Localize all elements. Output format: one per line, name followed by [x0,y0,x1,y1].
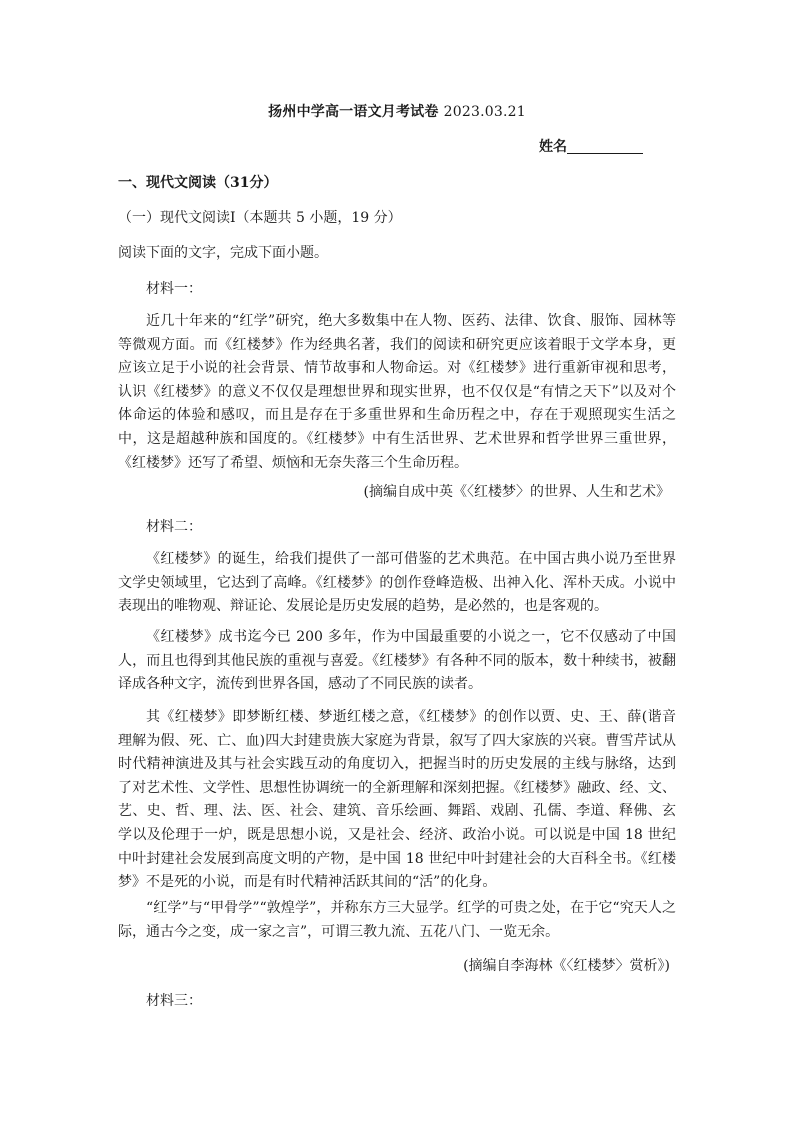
subsection-heading: （一）现代文阅读Ⅰ（本题共 5 小题，19 分） [118,210,402,226]
section-heading: 一、现代文阅读（31分） [118,175,278,191]
material-1-label: 材料一： [146,281,202,297]
reading-instruction: 阅读下面的文字，完成下面小题。 [118,245,328,261]
material-2-paragraph-4: “红学”与“甲骨学”“敦煌学”，并称东方三大显学。红学的可贵之处，在于它“究天人之际，通古今之变，成一家之言”，可谓三教九流、五花八门、一览无余。 [118,900,676,940]
material-1-paragraph: 近几十年来的“红学”研究，绝大多数集中在人物、医药、法律、饮食、服饰、园林等等微观方面。而《红楼梦》作为经典名著，我们的阅读和研究更应该着眼于文学本身，更应该立足于小说的社会背景、情节故事和人物命运。对《红楼梦》进行重新审视和思考，认识《红楼梦》的意义不仅仅是理想世界和现实世界，也不仅仅是“有情之天下”以及对个体命运的体验和感叹，而且是存在于多重世界和生命历程之中，存在于观照现实生活之中，这是超越种族和国度的。《红楼梦》中有生活世界、艺术世界和哲学世界三重世界，《红楼梦》还写了希望、烦恼和无奈失落三个生命历程。 [118,313,676,471]
name-field [539,136,643,156]
exam-title [0,101,794,121]
material-2-paragraph-3: 其《红楼梦》即梦断红楼、梦逝红楼之意，《红楼梦》的创作以贾、史、王、薛(谐音理解为假、死、亡、血)四大封建贵族大家庭为背景，叙写了四大家族的兴衰。曹雪芹试从时代精神演进及其与社会实践互动的角度切入，把握当时的历史发展的主线与脉络，达到了对艺术性、文学性、思想性协调统一的全新理解和深刻把握。《红楼梦》融政、经、文、艺、史、哲、理、法、医、社会、建筑、音乐绘画、舞蹈、戏剧、孔儒、李道、释佛、玄学以及伦理于一炉，既是思想小说，又是社会、经济、政治小说。可以说是中国 18 世纪中叶封建社会发展到高度文明的产物，是中国 18 世纪中叶封建社会的大百科全书。《红楼梦》不是死的小说，而是有时代精神活跃其间的“活”的化身。 [118,709,676,891]
exam-title-text: 扬州中学高一语文月考试卷 [268,104,439,120]
material-2-label: 材料二： [146,519,202,535]
material-2-paragraph-2: 《红楼梦》成书迄今已 200 多年，作为中国最重要的小说之一，它不仅感动了中国人，而且也得到其他民族的重视与喜爱。《红楼梦》有各种不同的版本，数十种续书，被翻译成各种文字，流传到世界各国，感动了不同民族的读者。 [118,629,676,693]
exam-date: 2023.03.21 [443,104,526,120]
name-blank-line [567,139,643,154]
material-3-label: 材料三： [146,993,202,1009]
material-1-source: (摘编自成中英《〈红楼梦〉的世界、人生和艺术》 [363,484,670,500]
material-2-source: (摘编自李海林《〈红楼梦〉赏析》) [463,958,670,974]
name-label: 姓名 [539,139,567,155]
material-2-paragraph-1: 《红楼梦》的诞生，给我们提供了一部可借鉴的艺术典范。在中国古典小说乃至世界文学史领域里，它达到了高峰。《红楼梦》的创作登峰造极、出神入化、浑朴天成。小说中表现出的唯物观、辩证论、发展论是历史发展的趋势，是必然的，也是客观的。 [118,551,676,615]
